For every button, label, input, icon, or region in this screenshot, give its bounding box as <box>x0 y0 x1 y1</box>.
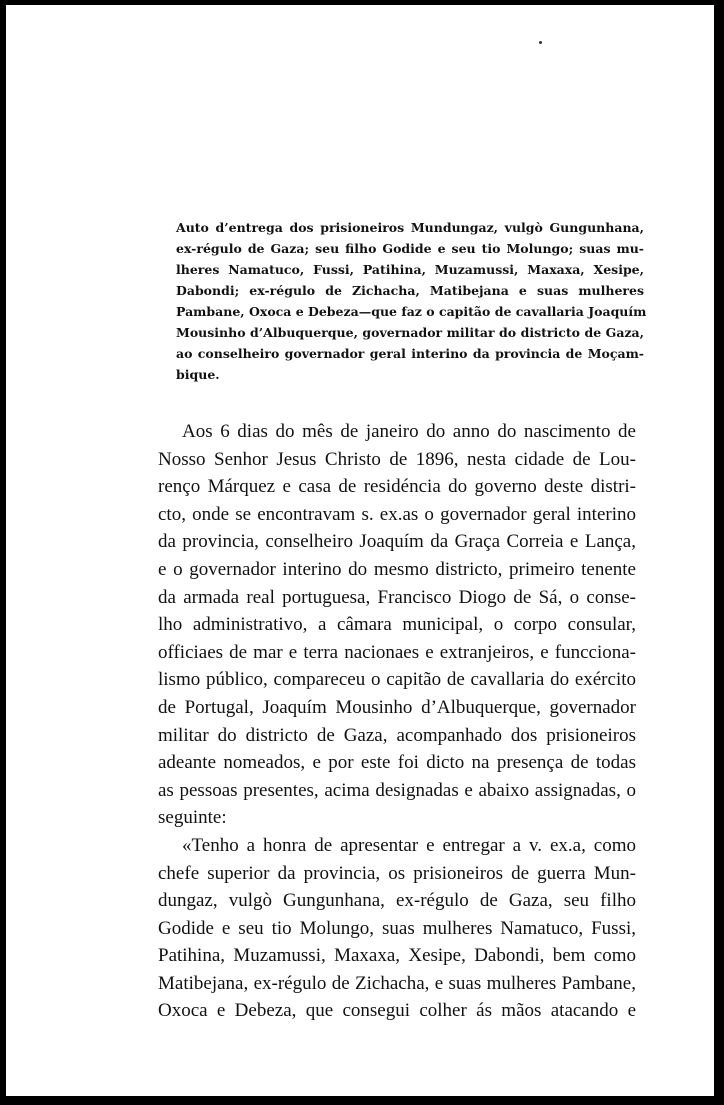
document-body <box>158 418 636 1025</box>
heading-line: bique. <box>176 367 220 382</box>
heading-line: Mousinho d’Albuquerque, governador militar do districto de Gaza, <box>176 325 644 340</box>
body-line: «Tenho a honra de apresentar e entregar a v. ex.a, como <box>182 834 636 856</box>
heading-line: lheres Namatuco, Fussi, Patihina, Muzamussi, Maxaxa, Xesipe, <box>176 262 644 277</box>
body-line: cto, onde se encontravam s. ex.as o governador geral interino <box>158 503 636 525</box>
body-line: Oxoca e Debeza, que consegui colher ás mãos atacando e <box>158 1000 636 1022</box>
body-line: e o governador interino do mesmo districto, primeiro tenente <box>158 558 636 580</box>
body-line: dungaz, vulgò Gungunhana, ex-régulo de Gaza, seu filho <box>158 890 636 912</box>
document-heading <box>176 217 647 385</box>
body-line: chefe superior da provincia, os prisioneiros de guerra Mun- <box>158 862 636 884</box>
body-line: Godide e seu tio Molungo, suas mulheres Namatuco, Fussi, <box>158 917 636 939</box>
heading-line: ex-régulo de Gaza; seu filho Godide e seu tio Molungo; suas mu- <box>176 241 644 256</box>
body-line: militar do districto de Gaza, acompanhado dos prisioneiros <box>158 724 636 746</box>
body-line: da provincia, conselheiro Joaquím da Graça Correia e Lança, <box>158 531 636 553</box>
body-line: lho administrativo, a câmara municipal, o corpo consular, <box>158 614 636 636</box>
body-line: Aos 6 dias do mês de janeiro do anno do nascimento de <box>182 421 636 442</box>
body-line: de Portugal, Joaquím Mousinho d’Albuquerque, governador <box>158 696 636 718</box>
heading-line: Dabondi; ex-régulo de Zichacha, Matibejana e suas mulheres <box>176 283 644 298</box>
body-line: Patihina, Muzamussi, Maxaxa, Xesipe, Dabondi, bem como <box>158 945 636 967</box>
body-line: Nosso Senhor Jesus Christo de 1896, nesta cidade de Lou- <box>158 448 636 470</box>
body-line: lismo público, compareceu o capitão de cavallaria do exército <box>158 669 636 691</box>
page <box>6 5 714 1096</box>
heading-line: Pambane, Oxoca e Debeza—que faz o capitão de cavallaria Joaquím <box>176 304 647 319</box>
body-line: da armada real portuguesa, Francisco Diogo de Sá, o conse- <box>158 586 636 608</box>
body-line: as pessoas presentes, acima designadas e abaixo assignadas, o <box>158 779 636 801</box>
body-line: officiaes de mar e terra nacionaes e extranjeiros, e funcciona- <box>158 641 636 663</box>
heading-line: Auto d’entrega dos prisioneiros Mundungaz, vulgò Gungunhana, <box>176 220 644 235</box>
body-line: Matibejana, ex-régulo de Zichacha, e suas mulheres Pambane, <box>158 972 636 994</box>
body-line: seguinte: <box>158 807 227 829</box>
heading-line: ao conselheiro governador geral interino da provincia de Moçam- <box>176 346 644 361</box>
print-speck <box>539 41 542 44</box>
body-line: renço Márquez e casa de residéncia do governo deste distri- <box>158 476 636 498</box>
body-line: adeante nomeados, e por este foi dicto na presença de todas <box>158 752 636 774</box>
